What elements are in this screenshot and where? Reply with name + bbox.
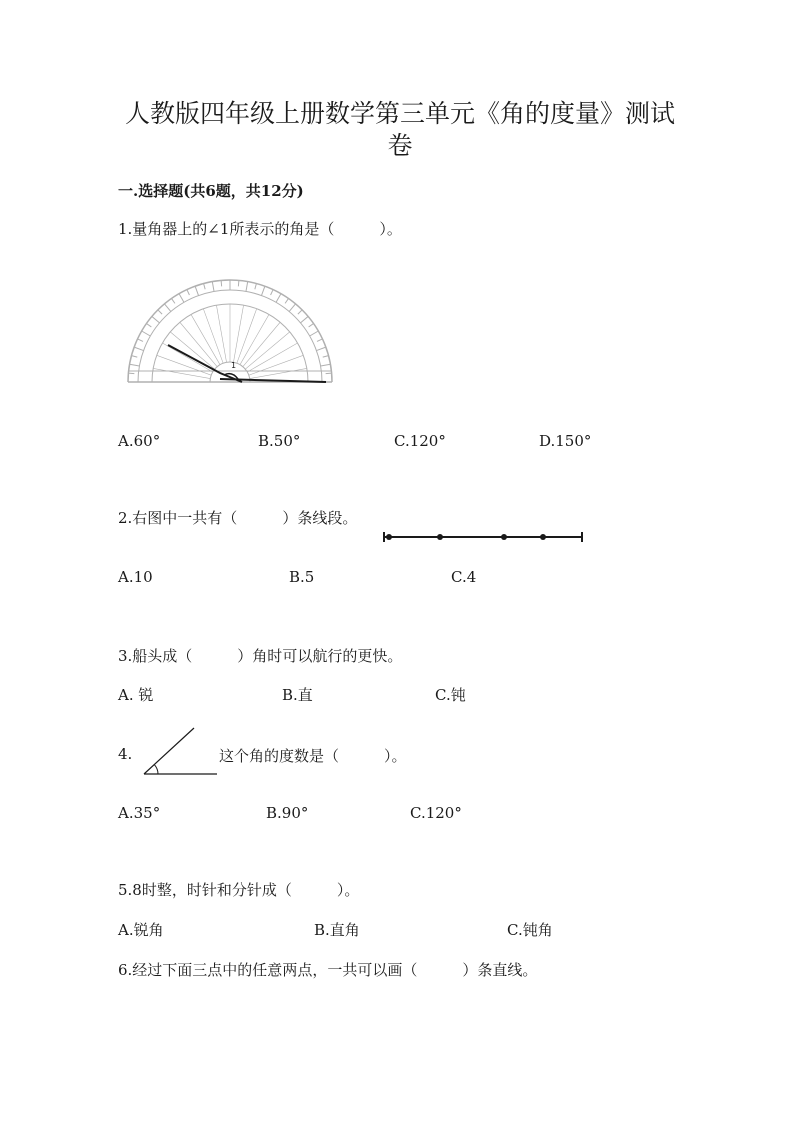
line-segments-figure	[380, 527, 590, 547]
question-5: 5.8时整，时针和分针成（ ）。	[118, 881, 360, 899]
question-6: 6.经过下面三点中的任意两点，一共可以画（ ）条直线。	[118, 961, 538, 979]
angle-figure	[140, 724, 220, 778]
protractor-guide-line	[240, 314, 269, 364]
question-4-number: 4.	[118, 745, 133, 763]
protractor-tick	[300, 316, 308, 322]
q1-option-d[interactable]: D.150°	[539, 432, 592, 450]
protractor-tick	[171, 298, 174, 303]
q5-option-c[interactable]: C.钝角	[507, 921, 553, 939]
protractor-tick	[142, 331, 151, 336]
protractor-tick	[204, 283, 206, 289]
protractor-guide-line	[157, 355, 212, 375]
q1-option-a[interactable]: A.60°	[118, 432, 161, 450]
protractor-tick	[271, 290, 274, 295]
protractor-guide-line	[203, 309, 223, 364]
protractor-tick	[285, 298, 288, 303]
protractor-tick	[158, 310, 162, 314]
protractor-guide-line	[237, 309, 257, 364]
q1-option-c[interactable]: C.120°	[394, 432, 446, 450]
q5-option-a[interactable]: A.锐角	[118, 921, 164, 939]
q3-option-c[interactable]: C.钝	[435, 686, 466, 704]
angle-label: 1	[231, 361, 237, 370]
protractor-guide-line	[249, 355, 304, 375]
protractor-figure	[120, 275, 340, 390]
protractor-tick	[164, 304, 170, 312]
protractor-tick	[317, 339, 322, 342]
protractor-guide-line	[250, 368, 307, 378]
protractor-guide-line	[153, 368, 210, 378]
protractor-tick	[130, 364, 140, 366]
protractor-tick	[128, 373, 134, 374]
page-title-line2: 卷	[387, 131, 413, 160]
page-title-line1: 人教版四年级上册数学第三单元《角的度量》测试	[124, 99, 675, 128]
protractor-tick	[221, 280, 222, 286]
protractor-tick	[309, 323, 314, 326]
protractor-guide-line	[233, 305, 243, 362]
protractor-tick	[187, 290, 190, 295]
q2-option-c[interactable]: C.4	[451, 568, 477, 586]
protractor-tick	[326, 373, 332, 374]
q4-option-a[interactable]: A.35°	[118, 804, 161, 822]
protractor-tick	[134, 347, 143, 350]
section-heading: 一.选择题(共6题，共12分)	[118, 182, 304, 200]
question-3: 3.船头成（ ）角时可以航行的更快。	[118, 647, 403, 665]
protractor-tick	[255, 283, 257, 289]
question-2: 2.右图中一共有（ ）条线段。	[118, 509, 358, 527]
q3-option-b[interactable]: B.直	[282, 686, 313, 704]
protractor-guide-line	[191, 314, 220, 364]
protractor-tick	[298, 310, 302, 314]
protractor-tick	[179, 294, 184, 303]
q3-option-a[interactable]: A. 锐	[118, 686, 154, 704]
protractor-tick	[152, 316, 160, 322]
protractor-tick	[146, 323, 151, 326]
protractor-tick	[238, 280, 239, 286]
q2-option-a[interactable]: A.10	[118, 568, 153, 586]
protractor-tick	[246, 282, 248, 292]
question-1: 1.量角器上的∠1所表示的角是（ ）。	[118, 220, 402, 238]
q4-option-b[interactable]: B.90°	[266, 804, 309, 822]
protractor-tick	[289, 304, 295, 312]
protractor-tick	[276, 294, 281, 303]
protractor-tick	[321, 364, 331, 366]
protractor-tick	[310, 331, 319, 336]
protractor-guide-line	[216, 305, 226, 362]
question-4: 这个角的度数是（ ）。	[219, 747, 407, 765]
protractor-tick	[212, 282, 214, 292]
q1-option-b[interactable]: B.50°	[258, 432, 301, 450]
q4-option-c[interactable]: C.120°	[410, 804, 462, 822]
protractor-guide-line	[162, 343, 212, 372]
q2-option-b[interactable]: B.5	[289, 568, 315, 586]
protractor-tick	[323, 356, 329, 358]
q5-option-b[interactable]: B.直角	[314, 921, 360, 939]
protractor-tick	[131, 356, 137, 358]
protractor-guide-line	[247, 343, 297, 372]
protractor-tick	[316, 347, 325, 350]
protractor-tick	[195, 286, 198, 295]
protractor-tick	[261, 286, 264, 295]
protractor-tick	[138, 339, 143, 342]
